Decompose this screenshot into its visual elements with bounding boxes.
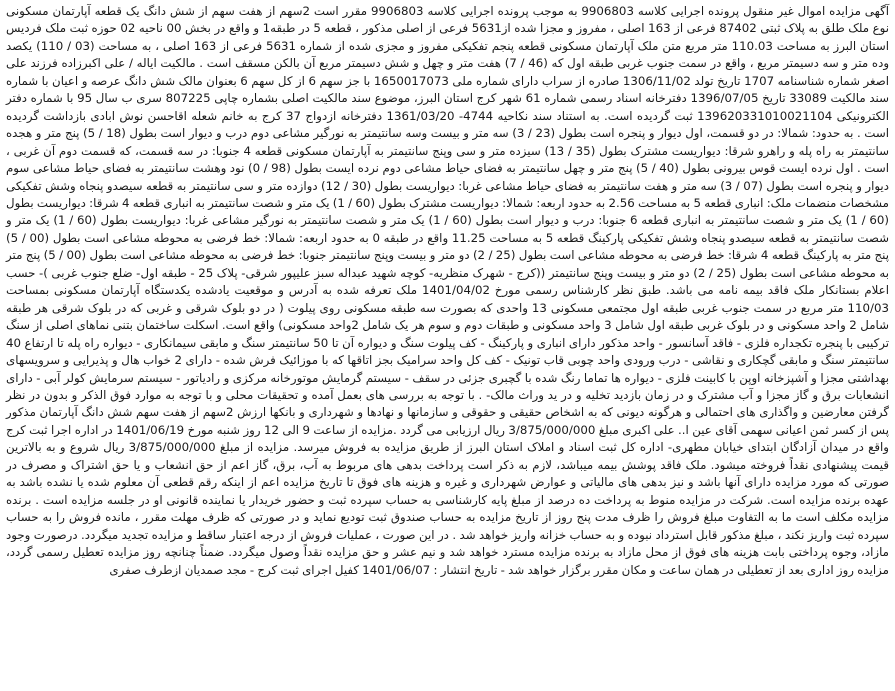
auction-notice-text: آگهی مزایده اموال غیر منقول پرونده اجرایی کلاسه 9906803 به موجب پرونده اجرایی کلاسه 9906803 مقرر است 2سهم از هفت سهم از شش دانگ یک قطعه آپارتمان مسکونی نوع ملک طلق به پلاک ثبتی 87402 فرعی از 163 اصلی ، مفروز و مجزا شده از5631 فرعی از اصلی مذکور ، قطعه 5 در طبقه1 و واقع در بخش 00 ناحیه 02 حوزه ثبت ملک فردیس استان البرز به مساحت 110.03 متر مربع متن ملک آپارتمان مسکونی قطعه پنجم تفکیکی مفروز و مجزی شده از شماره 5631 فرعی از 163 اصلی ، به مساحت (03 / 110) یکصد وده متر و سه دسیمتر مربع ، واقع در سمت جنوب غربی طبقه اول که (46 / 7) هفت متر و چهل و شش دسیمتر مربع آن بالکن مسقف است . مالکیت ایاله / علی اکبرزاده فرزند علی اصغر شماره شناسنامه 1707 تاریخ تولد 1306/11/02 صادره از سراب دارای شماره ملی 1650017073 با جز سهم 6 از کل سهم 6 بعنوان مالک شش دانگ عرصه و اعیان با شماره سند مالکیت 33089 تاریخ 1396/07/05 دفترخانه اسناد رسمی شماره 61 شهر کرج استان البرز، موضوع سند مالکیت اصلی بشماره چاپی 807225 سری ب سال 95 با شماره دفتر الکترونیکی 139620331010021104 ثبت گردیده است. به استناد سند نکاحیه 4744- 1361/03/20 دفترخانه ازدواج 37 کرج به خانم شعله اقاحسن نوش ابادی بازداشت گردیده است . به حدود: شمالا: در دو قسمت، اول دیوار و پنجره است بطول (23 / 3) سه متر و بیست وسه سانتیمتر به نورگیر مشاعی دوم درب و دیوار است بطول (18 / 5) پنج متر و هجده سانتیمتر به راه پله و راهرو شرقا: دیواریست مشترک بطول (35 / 13) سیزده متر و سی وپنج سانتیمتر به آپارتمان مسکونی قطعه 4 جنوبا: در سه قسمت، که قسمت دوم آن غربی ، است . اول نرده ایست قوس بیرونی بطول (40 / 5) پنج متر و چهل سانتیمتر به فضای حیاط مشاعی دوم نرده ایست بطول (98 / 0) نود وهشت سانتیمتر به فضای حیاط مشاعی سوم دیوار و پنجره است بطول (07 / 3) سه متر و هفت سانتیمتر به فضای حیاط مشاعی غربا: دیواریست بطول (30 / 12) دوازده متر و سی سانتیمتر به قطعه سیصدو پنجاه وشش تفکیکی مشخصات منضمات ملک: انباری قطعه 5 به مساحت 2.56 به حدود اربعه: شمالا: دیواریست مشترک بطول (60 / 1) یک متر و شصت سانتیمتر به انباری قطعه 4 شرقا: دیواریست بطول (60 / 1) یک متر و شصت سانتیمتر به انباری قطعه 6 جنوبا: درب و دیوار است بطول (60 / 1) یک متر و شصت سانتیمتر به نورگیر مشاعی غربا: دیواریست بطول (60 / 1) یک متر و شصت سانتیمتر به قطعه سیصدو پنجاه وشش تفکیکی پارکینگ قطعه 5 به مساحت 11.25 واقع در طبقه 0 به حدود اربعه: شمالا: خط فرضی به محوطه مشاعی است بطول (00 / 5) پنج متر به پارکینگ قطعه 4 شرقا: خط فرضی به محوطه مشاعی است بطول (25 / 2) دو متر و بیست وپنج سانتیمتر جنوبا: خط فرضی به محوطه مشاعی است بطول (00 / 5) پنج متر به محوطه مشاعی است بطول (25 / 2) دو متر و بیست وپنج سانتیمتر ((کرج - شهرک منظریه- کوچه شهید عبداله سبز علیپور شرقی- پلاک 25 - طبقه اول- ضلع جنوب غربی )- حسب اعلام بستانکار ملک فاقد بیمه نامه می باشد. طبق نظر کارشناس رسمی مورخ 1401/04/02 ملک تعرفه شده به آدرس و موقعیت یادشده یکدستگاه آپارتمان مسکونی بمساحت 110/03 متر مربع در سمت جنوب غربی طبقه اول مجتمعی مسکونی 13 واحدی که بصورت سه طبقه مسکونی روی پیلوت ( در دو بلوک شرقی و غربی که در بلوک شرقی هر طبقه شامل 2 واحد مسکونی و در بلوک غربی طبقه اول شامل 3 واحد مسکونی و طبقات دوم و سوم هر یک شامل 2واحد مسکونی) واقع است. اسکلت ساختمان بتنی نماهای اصلی از سنگ ترکیبی با پنجره تکجداره فلزی - فاقد آسانسور - واحد مذکور دارای انباری و پارکینگ - کف پیلوت سنگ و دیواره آن تا 50 سانتیمتر سنگ و مابقی سیمانکاری - دیواره راه پله تا ارتفاع 40 سانتیمتر سنگ و مابقی گچکاری و نقاشی - درب ورودی واحد چوبی قاب تونیک - کف کل واحد سرامیک بجز اتاقها که با موزائیک فرش شده - دارای 2 خواب هال و پذیرایی و سرویسهای بهداشتی مجزا و آشپزخانه اوپن با کابینت فلزی - دیواره ها تماما رنگ شده با گچبری جزئی در سقف - سیستم گرمایش موتورخانه مرکزی و رادیاتور - سیستم سرمایش کولر آبی - دارای انشعابات برق و گاز مجزا و آب مشترک و در زمان بازدید تخلیه و در ید وراث مالک- . با توجه به بررسی های بعمل آمده و تحقیقات محلی و با توجه به موارد فوق الذکر و بدون در نظر گرفتن معارضین و واگذاری های احتمالی و هرگونه دیونی که به اشخاص حقیقی و حقوقی و سازمانها و نهادها و شهرداری و بانکها ارزش 2سهم از هفت سهم شش دانگ آپارتمان مذکور پس از کسر ثمن اعیانی سهمی آقای عین ا.. علی اکبری مبلغ 3/875/000/000 ریال ارزیابی می گردد .مزایده از ساعت 9 الی 12 روز شنبه مورخ 1401/06/19 در اداره اجرا ثبت کرج واقع در میدان آزادگان ابتدای خیابان مطهری- اداره کل ثبت اسناد و املاک استان البرز از طریق مزایده به فروش میرسد. مزایده از مبلغ 3/875/000/000 ریال شروع و به بالاترین قیمت پیشنهادی نقداً فروخته میشود. ملک فاقد پوشش بیمه میباشد، لازم به ذکر است پرداخت بدهی های مربوط به آب، برق، گاز اعم از حق انشعاب و یا حق اشتراک و مصرف در صورتی که مورد مزایده دارای آنها باشد و نیز بدهی های مالیاتی و عوارض شهرداری و غیره و هزینه های فوق تا تاریخ مزایده اعم از اینکه رقم قطعی آن معلوم شده یا نشده باشد به عهده برنده مزایده است. شرکت در مزایده منوط به پرداخت ده درصد از مبلغ پایه کارشناسی به حساب سپرده ثبت و حضور خریدار یا نماینده قانونی او در جلسه مزایده است . برنده مزایده مکلف است ما به التفاوت مبلغ فروش را ظرف مدت پنج روز از تاریخ مزایده به حساب صندوق ثبت تودیع نماید و در صورتی که ظرف مهلت مقرر ، مانده فروش را به حساب سپرده ثبت واریز نکند ، مبلغ مذکور قابل استرداد نبوده و به حساب خزانه واریز خواهد شد . در این صورت ، عملیات فروش از درجه اعتبار ساقط و مزایده تجدید میگردد. درصورت وجود مازاد، وجوه پرداختی بابت هزینه های فوق از محل مازاد به برنده مزایده مسترد خواهد شد و نیم عشر و حق مزایده نقداً وصول میگردد. ضمناً چنانچه روز مزایده تعطیل رسمی گردد، مزایده روز اداری بعد از تعطیلی در همان ساعت و مکان مقرر برگزار خواهد شد - تاریخ انتشار : 1401/06/07 کفیل اجرای ثبت کرج - مجد صمدیان ازطرف صفری [6, 4, 890, 577]
